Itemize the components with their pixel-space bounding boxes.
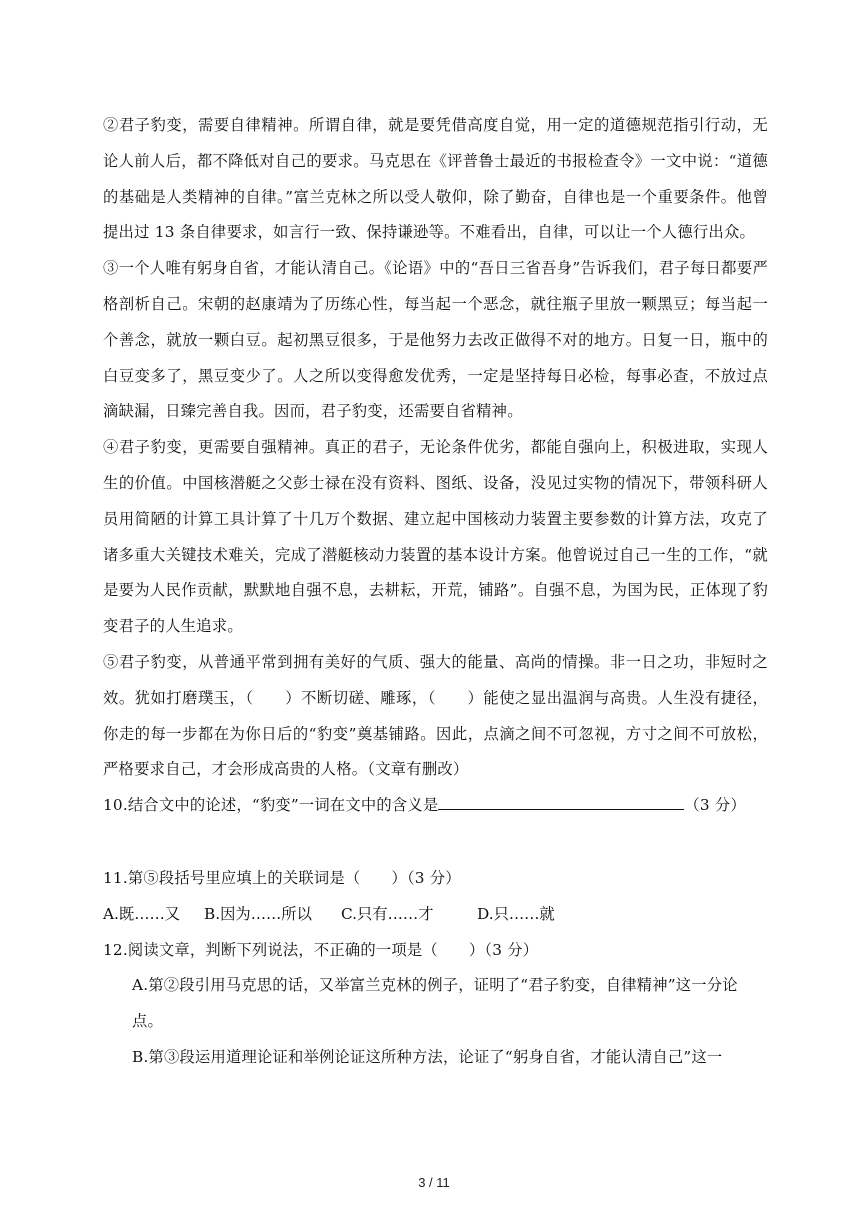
option-d: D.只……就 bbox=[477, 904, 555, 923]
page-number: 3 / 11 bbox=[418, 1175, 450, 1190]
paragraph-4: ④君子豹变，更需要自强精神。真正的君子，无论条件优劣，都能自强向上，积极进取，实现人生的价值。中国核潜艇之父彭士禄在没有资料、图纸、设备，没见过实物的情况下，带领科研人员用简陋的计算工具计算了十几万个数据、建立起中国核动力装置主要参数的计算方法，攻克了诸多重大关键技术难关，完成了潜艇核动力装置的基本设计方案。他曾说过自己一生的工作，“就是要为人民作贡献，默默地自强不息，去耕耘，开荒，铺路”。自强不息，为国为民，正体现了豹变君子的人生追求。 bbox=[103, 438, 768, 636]
question-12-option-a: A.第②段引用马克思的话，又举富兰克林的例子，证明了“君子豹变，自律精神”这一分论点。 bbox=[132, 976, 738, 1031]
option-b: B.因为……所以 bbox=[204, 904, 312, 923]
document-body bbox=[103, 108, 768, 1076]
question-11-stem: 11.第⑤段括号里应填上的关联词是（ ）（3 分） bbox=[103, 868, 461, 887]
question-12-option-b: B.第③段运用道理论证和举例论证这所种方法，论证了“躬身自省，才能认清自己”这一 bbox=[132, 1047, 723, 1066]
question-12-stem: 12.阅读文章，判断下列说法，不正确的一项是（ ）（3 分） bbox=[103, 940, 539, 959]
paragraph-5: ⑤君子豹变，从普通平常到拥有美好的气质、强大的能量、高尚的情操。非一日之功，非短时之效。犹如打磨璞玉，（ ）不断切磋、雕琢，（ ）能使之显出温润与高贵。人生没有捷径，你走的每一步都在为你日后的“豹变”奠基铺路。因此，点滴之间不可忽视，方寸之间不可放松，严格要求自己，才会形成高贵的人格。（文章有删改） bbox=[103, 652, 768, 779]
option-a: A.既……又 bbox=[103, 904, 181, 923]
paragraph-2: ②君子豹变，需要自律精神。所谓自律，就是要凭借高度自觉，用一定的道德规范指引行动，无论人前人后，都不降低对自己的要求。马克思在《评普鲁士最近的书报检查令》一文中说：“道德的基础是人类精神的自律。”富兰克林之所以受人敬仰，除了勤奋，自律也是一个重要条件。他曾提出过 13 条自律要求，如言行一致、保持谦逊等。不难看出，自律，可以让一个人德行出众。 bbox=[103, 116, 768, 242]
question-10 bbox=[103, 788, 768, 824]
option-c: C.只有……才 bbox=[341, 904, 434, 923]
paragraph-3: ③一个人唯有躬身自省，才能认清自己。《论语》中的“吾日三省吾身”告诉我们，君子每日都要严格剖析自己。宋朝的赵康靖为了历练心性，每当起一个恶念，就往瓶子里放一颗黑豆；每当起一个善念，就放一颗白豆。起初黑豆很多，于是他努力去改正做得不对的地方。日复一日，瓶中的白豆变多了，黑豆变少了。人之所以变得愈发优秀，一定是坚持每日必检，每事必查，不放过点滴缺漏，日臻完善自我。因而，君子豹变，还需要自省精神。 bbox=[103, 259, 768, 421]
question-10-prefix: 10.结合文中的论述，“豹变”一词在文中的含义是 bbox=[103, 796, 439, 815]
question-11-options bbox=[103, 897, 768, 933]
answer-blank[interactable] bbox=[438, 793, 684, 810]
question-10-score: （3 分） bbox=[684, 796, 746, 815]
